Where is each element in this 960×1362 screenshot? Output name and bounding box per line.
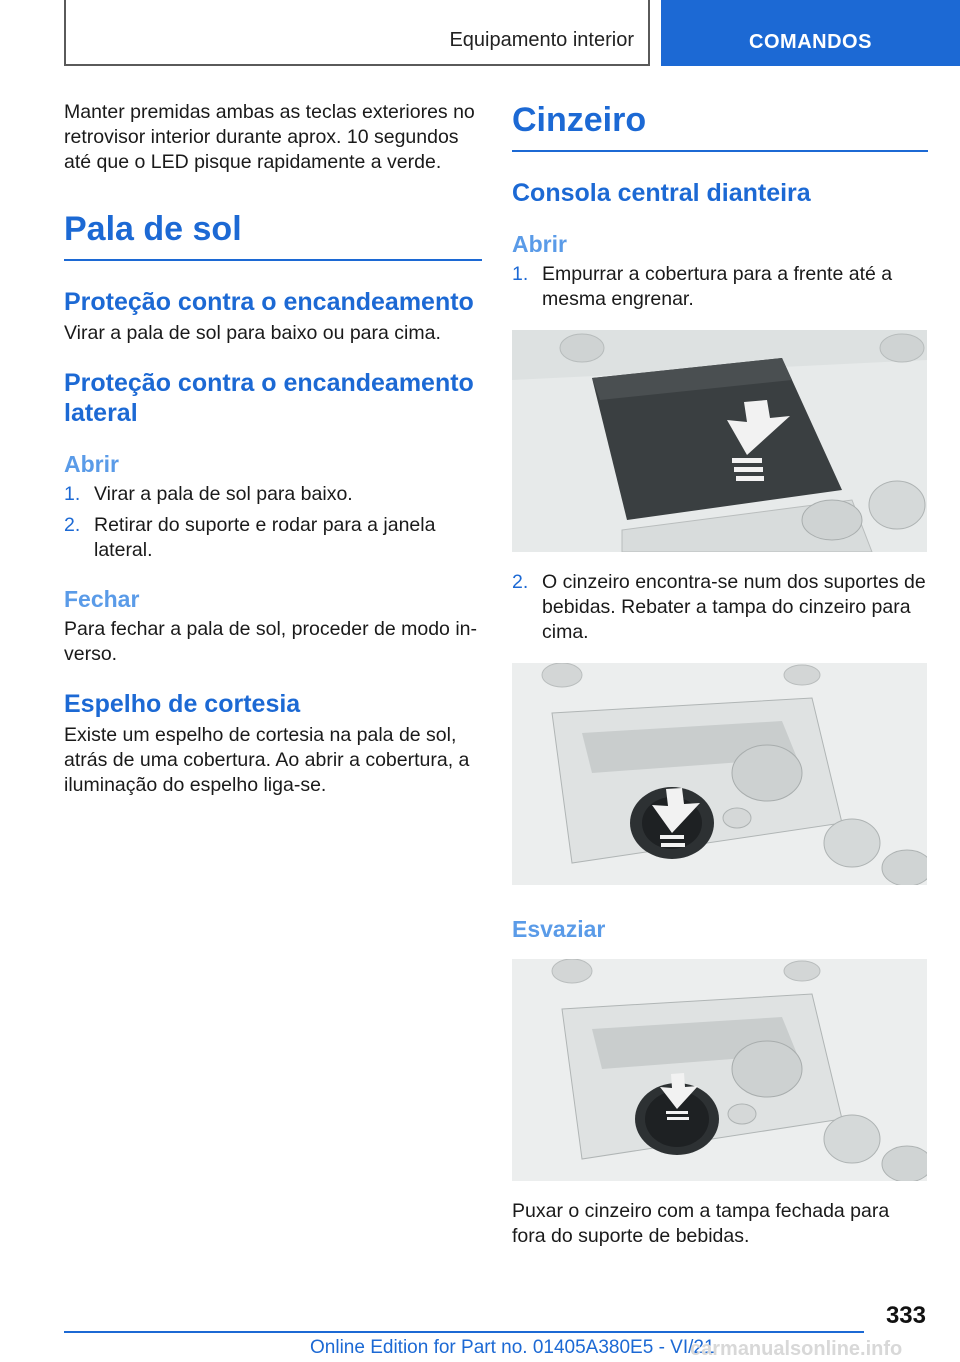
list-item <box>64 513 482 563</box>
intro-paragraph: Manter premidas ambas as teclas exteriores no retrovisor interior durante aprox. 10 segundos até que o LED pisque rapidamente a verde. <box>64 101 475 173</box>
heading-side-glare-protection: Proteção contra o encandeamento lateral <box>64 369 474 427</box>
heading-abrir-right: Abrir <box>512 231 567 257</box>
right-steps-list-2 <box>512 570 928 645</box>
right-steps-list-1 <box>512 262 928 312</box>
ashtray-closed-illustration <box>512 959 927 1181</box>
fechar-text: Para fechar a pala de sol, proceder de modo inverso. <box>64 618 478 665</box>
header-section-box <box>64 0 650 66</box>
heading-esvaziar: Esvaziar <box>512 916 606 942</box>
header-section-title: Equipamento interior <box>449 29 634 51</box>
step-text: Virar a pala de sol para baixo. <box>94 483 353 505</box>
heading-pala-de-sol: Pala de sol <box>64 209 482 261</box>
footer-divider <box>64 1331 864 1333</box>
watermark: carmanualsonline.info <box>690 1338 903 1360</box>
right-column <box>512 100 928 1249</box>
heading-center-console: Consola central dianteira <box>512 179 811 207</box>
header-chapter-tab[interactable] <box>661 0 960 66</box>
footer-edition: Online Edition for Part no. 01405A380E5 - VI/21 <box>310 1337 715 1358</box>
step-number: 1. <box>64 483 81 505</box>
console-cover-illustration <box>512 330 927 552</box>
step-number: 1. <box>512 263 529 285</box>
step-text: O cinzeiro encontra-se num dos suportes de bebidas. Rebater a tampa do cinzeiro para cima. <box>542 571 926 643</box>
list-item <box>512 262 928 312</box>
step-text: Empurrar a cobertura para a frente até a mesma engrenar. <box>542 263 893 310</box>
heading-fechar: Fechar <box>64 586 140 612</box>
left-steps-list <box>64 482 482 563</box>
step-number: 2. <box>512 571 529 593</box>
esvaziar-text: Puxar o cinzeiro com a tampa fechada para fora do suporte de bebidas. <box>512 1200 890 1247</box>
ashtray-open-illustration <box>512 663 927 885</box>
heading-glare-protection: Proteção contra o encandeamento <box>64 288 474 316</box>
header-chapter-label: COMANDOS <box>749 31 872 53</box>
step-text: Retirar do suporte e rodar para a janela lateral. <box>94 514 436 561</box>
step-number: 2. <box>64 514 81 536</box>
heading-cinzeiro: Cinzeiro <box>512 100 928 152</box>
list-item <box>512 570 928 645</box>
heading-courtesy-mirror: Espelho de cortesia <box>64 690 301 718</box>
heading-abrir-left: Abrir <box>64 451 119 477</box>
left-column <box>64 100 482 798</box>
page-number: 333 <box>885 1302 926 1329</box>
courtesy-mirror-text: Existe um espelho de cortesia na pala de sol, atrás de uma cobertura. Ao abrir a cobertura, a iluminação do espelho liga-se. <box>64 724 470 796</box>
glare-protection-text: Virar a pala de sol para baixo ou para cima. <box>64 322 441 344</box>
list-item <box>64 482 482 507</box>
